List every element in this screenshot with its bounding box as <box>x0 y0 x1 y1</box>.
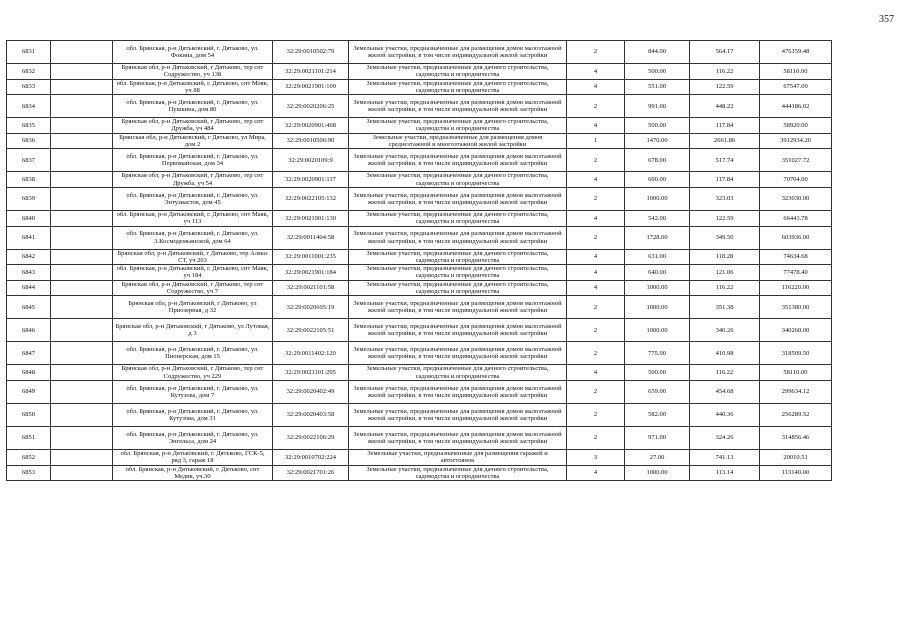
cadastral-number-cell: 32:29:0011404:58 <box>273 226 349 249</box>
table-row <box>7 319 832 342</box>
row-number-cell: 6848 <box>7 365 51 381</box>
table-row <box>7 172 832 188</box>
use-group-cell: 4 <box>567 465 625 481</box>
area-cell: 551.00 <box>625 79 690 95</box>
land-use-cell: Земельные участки, предназначенные для размещения домов среднеэтажной и многоэтажной жилой застройки <box>349 133 567 149</box>
area-cell: 500.00 <box>625 118 690 134</box>
area-cell: 582.00 <box>625 403 690 426</box>
row-number-cell: 6842 <box>7 249 51 265</box>
specific-value-cell: 324.26 <box>690 426 760 449</box>
cadastral-number-cell: 32:29:0020403:58 <box>273 403 349 426</box>
use-group-cell: 2 <box>567 41 625 64</box>
cadastral-value-cell: 351380.00 <box>760 296 832 319</box>
row-number-cell: 6838 <box>7 172 51 188</box>
specific-value-cell: 741.13 <box>690 449 760 465</box>
specific-value-cell: 116.22 <box>690 365 760 381</box>
land-use-cell: Земельные участки, предназначенные для размещения гаражей и автостоянок <box>349 449 567 465</box>
land-use-cell: Земельные участки, предназначенные для размещения домов малоэтажной жилой застройки, в том числе индивидуальной жилой застройки <box>349 41 567 64</box>
cadastral-number-cell: 32:29:0021101:58 <box>273 280 349 296</box>
address-cell: Брянская обл, р-н Дятьковский, г Дятьково, тер снт Содружество, уч 138 <box>113 64 273 80</box>
address-cell: обл. Брянская, р-н Дятьковский, г. Дятьково, ул. Первомайская, дом 34 <box>113 149 273 172</box>
cadastral-number-cell: 32:29:0022105:51 <box>273 319 349 342</box>
use-group-cell: 3 <box>567 449 625 465</box>
table-row <box>7 95 832 118</box>
empty-cell <box>51 280 113 296</box>
empty-cell <box>51 41 113 64</box>
area-cell: 1470.00 <box>625 133 690 149</box>
land-use-cell: Земельные участки, предназначенные для размещения домов малоэтажной жилой застройки, в том числе индивидуальной жилой застройки <box>349 187 567 210</box>
row-number-cell: 6835 <box>7 118 51 134</box>
use-group-cell: 2 <box>567 342 625 365</box>
use-group-cell: 4 <box>567 118 625 134</box>
address-cell: Брянская обл, р-н Дятьковский, г Дятьково, ул Приозерная, д 32 <box>113 296 273 319</box>
row-number-cell: 6845 <box>7 296 51 319</box>
cadastral-value-cell: 444186.02 <box>760 95 832 118</box>
address-cell: обл. Брянская, р-н Дятьковский, г. Дятьково, ул. Фокина, дом 54 <box>113 41 273 64</box>
row-number-cell: 6847 <box>7 342 51 365</box>
cadastral-value-cell: 351027.72 <box>760 149 832 172</box>
use-group-cell: 1 <box>567 133 625 149</box>
empty-cell <box>51 319 113 342</box>
empty-cell <box>51 449 113 465</box>
table-row <box>7 365 832 381</box>
land-use-cell: Земельные участки, предназначенные для размещения домов малоэтажной жилой застройки, в том числе индивидуальной жилой застройки <box>349 342 567 365</box>
cadastral-number-cell: 32:29:0020206:25 <box>273 95 349 118</box>
use-group-cell: 4 <box>567 79 625 95</box>
address-cell: обл. Брянская, р-н Дятьковский, г. Дятьково, ул. Кутузова, дом 7 <box>113 380 273 403</box>
table-row <box>7 226 832 249</box>
cadastral-value-cell: 113140.00 <box>760 465 832 481</box>
land-use-cell: Земельные участки, предназначенные для дачного строительства, садоводства и огородничества <box>349 280 567 296</box>
area-cell: 500.00 <box>625 365 690 381</box>
table-row <box>7 449 832 465</box>
land-use-cell: Земельные участки, предназначенные для размещения домов малоэтажной жилой застройки, в том числе индивидуальной жилой застройки <box>349 380 567 403</box>
specific-value-cell: 564.17 <box>690 41 760 64</box>
use-group-cell: 4 <box>567 249 625 265</box>
cadastral-value-cell: 20010.51 <box>760 449 832 465</box>
land-use-cell: Земельные участки, предназначенные для дачного строительства, садоводства и огородничества <box>349 64 567 80</box>
cadastral-value-cell: 3912934.20 <box>760 133 832 149</box>
empty-cell <box>51 226 113 249</box>
land-use-cell: Земельные участки, предназначенные для размещения домов малоэтажной жилой застройки, в том числе индивидуальной жилой застройки <box>349 226 567 249</box>
cadastral-value-cell: 67547.09 <box>760 79 832 95</box>
area-cell: 844.00 <box>625 41 690 64</box>
table-row <box>7 342 832 365</box>
cadastral-number-cell: 32:29:0022106:29 <box>273 426 349 449</box>
use-group-cell: 4 <box>567 64 625 80</box>
address-cell: обл. Брянская, р-н Дятьковский, г. Дятьково, ул. Энтузиастов, дом 45 <box>113 187 273 210</box>
specific-value-cell: 116.22 <box>690 64 760 80</box>
area-cell: 631.00 <box>625 249 690 265</box>
specific-value-cell: 454.68 <box>690 380 760 403</box>
address-cell: обл. Брянская, р-н Дятьковский, г. Дятьково, ул. Пушкина, дом 80 <box>113 95 273 118</box>
row-number-cell: 6837 <box>7 149 51 172</box>
use-group-cell: 2 <box>567 296 625 319</box>
specific-value-cell: 517.74 <box>690 149 760 172</box>
empty-cell <box>51 149 113 172</box>
row-number-cell: 6849 <box>7 380 51 403</box>
table-row <box>7 187 832 210</box>
table-row <box>7 403 832 426</box>
cadastral-number-cell: 32:29:0010702:224 <box>273 449 349 465</box>
use-group-cell: 2 <box>567 226 625 249</box>
area-cell: 1000.00 <box>625 296 690 319</box>
empty-cell <box>51 296 113 319</box>
use-group-cell: 4 <box>567 365 625 381</box>
cadastral-value-cell: 476159.48 <box>760 41 832 64</box>
empty-cell <box>51 95 113 118</box>
land-use-cell: Земельные участки, предназначенные для дачного строительства, садоводства и огородничества <box>349 118 567 134</box>
specific-value-cell: 2661.86 <box>690 133 760 149</box>
cadastral-value-cell: 318509.50 <box>760 342 832 365</box>
area-cell: 1000.00 <box>625 280 690 296</box>
table-row <box>7 41 832 64</box>
specific-value-cell: 349.50 <box>690 226 760 249</box>
empty-cell <box>51 118 113 134</box>
use-group-cell: 2 <box>567 95 625 118</box>
empty-cell <box>51 187 113 210</box>
cadastral-number-cell: 32:29:0011402:120 <box>273 342 349 365</box>
specific-value-cell: 121.06 <box>690 265 760 281</box>
land-use-cell: Земельные участки, предназначенные для размещения домов малоэтажной жилой застройки, в том числе индивидуальной жилой застройки <box>349 149 567 172</box>
empty-cell <box>51 172 113 188</box>
row-number-cell: 6832 <box>7 64 51 80</box>
specific-value-cell: 410.98 <box>690 342 760 365</box>
empty-cell <box>51 465 113 481</box>
row-number-cell: 6839 <box>7 187 51 210</box>
cadastral-number-cell: 32:29:0021101:295 <box>273 365 349 381</box>
area-cell: 1000.00 <box>625 465 690 481</box>
cadastral-number-cell: 32:29:0010502:79 <box>273 41 349 64</box>
cadastral-number-cell: 32:29:0022105:132 <box>273 187 349 210</box>
land-use-cell: Земельные участки, предназначенные для размещения домов малоэтажной жилой застройки, в том числе индивидуальной жилой застройки <box>349 426 567 449</box>
address-cell: обл. Брянская, р-н Дятьковский, г. Дятьково, ул. Пионерская, дом 15 <box>113 342 273 365</box>
land-use-cell: Земельные участки, предназначенные для дачного строительства, садоводства и огородничества <box>349 365 567 381</box>
row-number-cell: 6851 <box>7 426 51 449</box>
table-row <box>7 249 832 265</box>
empty-cell <box>51 342 113 365</box>
specific-value-cell: 117.84 <box>690 118 760 134</box>
cadastral-value-cell: 77478.40 <box>760 265 832 281</box>
use-group-cell: 4 <box>567 172 625 188</box>
land-use-cell: Земельные участки, предназначенные для дачного строительства, садоводства и огородничества <box>349 172 567 188</box>
specific-value-cell: 122.59 <box>690 210 760 226</box>
land-use-cell: Земельные участки, предназначенные для дачного строительства, садоводства и огородничества <box>349 249 567 265</box>
address-cell: Брянская обл, р-н Дятьковский, г Дятьково, ул Мира, дом 2 <box>113 133 273 149</box>
land-use-cell: Земельные участки, предназначенные для размещения домов малоэтажной жилой застройки, в том числе индивидуальной жилой застройки <box>349 95 567 118</box>
cadastral-number-cell: 32:29:0021901:184 <box>273 265 349 281</box>
use-group-cell: 2 <box>567 319 625 342</box>
cadastral-number-cell: 32:29:0021901:130 <box>273 210 349 226</box>
cadastral-number-cell: 32:29:0020605:19 <box>273 296 349 319</box>
row-number-cell: 6840 <box>7 210 51 226</box>
address-cell: Брянская обл, р-н Дятьковский, г Дятьково, тер Алмаз СТ, уч 203 <box>113 249 273 265</box>
cadastral-value-table <box>6 40 832 481</box>
row-number-cell: 6831 <box>7 41 51 64</box>
land-use-cell: Земельные участки, предназначенные для дачного строительства, садоводства и огородничества <box>349 465 567 481</box>
empty-cell <box>51 79 113 95</box>
table-row <box>7 133 832 149</box>
address-cell: обл. Брянская, р-н Дятьковский, г. Дятьково, ул. 3.Космодемьянской, дом 64 <box>113 226 273 249</box>
cadastral-number-cell: 32:29:0011001:235 <box>273 249 349 265</box>
area-cell: 775.00 <box>625 342 690 365</box>
use-group-cell: 2 <box>567 380 625 403</box>
row-number-cell: 6836 <box>7 133 51 149</box>
specific-value-cell: 440.36 <box>690 403 760 426</box>
land-use-cell: Земельные участки, предназначенные для дачного строительства, садоводства и огородничества <box>349 79 567 95</box>
address-cell: Брянская обл, р-н Дятьковский, г Дятьково, ул Лутовая, д 3 <box>113 319 273 342</box>
area-cell: 1000.00 <box>625 187 690 210</box>
empty-cell <box>51 265 113 281</box>
table-row <box>7 265 832 281</box>
address-cell: Брянская обл, р-н Дятьковский, г Дятьково, тер снт Дружба, уч 484 <box>113 118 273 134</box>
cadastral-value-cell: 256289.52 <box>760 403 832 426</box>
cadastral-number-cell: 32:29:0020109:9 <box>273 149 349 172</box>
cadastral-value-cell: 70704.00 <box>760 172 832 188</box>
cadastral-value-cell: 299634.12 <box>760 380 832 403</box>
land-use-cell: Земельные участки, предназначенные для размещения домов малоэтажной жилой застройки, в том числе индивидуальной жилой застройки <box>349 403 567 426</box>
area-cell: 640.00 <box>625 265 690 281</box>
area-cell: 600.00 <box>625 172 690 188</box>
land-use-cell: Земельные участки, предназначенные для размещения домов малоэтажной жилой застройки, в том числе индивидуальной жилой застройки <box>349 296 567 319</box>
area-cell: 500.00 <box>625 64 690 80</box>
area-cell: 542.00 <box>625 210 690 226</box>
use-group-cell: 2 <box>567 403 625 426</box>
area-cell: 1000.00 <box>625 319 690 342</box>
cadastral-value-cell: 603936.00 <box>760 226 832 249</box>
cadastral-number-cell: 32:29:0020901:117 <box>273 172 349 188</box>
address-cell: обл. Брянская, р-н Дятьковский, г. Дятьково, ГСК-5, ряд 3, гараж 18 <box>113 449 273 465</box>
specific-value-cell: 448.22 <box>690 95 760 118</box>
empty-cell <box>51 403 113 426</box>
specific-value-cell: 117.84 <box>690 172 760 188</box>
specific-value-cell: 351.38 <box>690 296 760 319</box>
cadastral-value-cell: 58110.00 <box>760 365 832 381</box>
table-row <box>7 280 832 296</box>
area-cell: 991.00 <box>625 95 690 118</box>
address-cell: Брянская обл, р-н Дятьковский, г Дятьково, тер снт Дружба, уч 54 <box>113 172 273 188</box>
row-number-cell: 6843 <box>7 265 51 281</box>
specific-value-cell: 122.59 <box>690 79 760 95</box>
specific-value-cell: 116.22 <box>690 280 760 296</box>
address-cell: обл. Брянская, р-н Дятьковский, г. Дятьково, снт Мояк, уч 88 <box>113 79 273 95</box>
cadastral-value-cell: 66443.78 <box>760 210 832 226</box>
specific-value-cell: 118.28 <box>690 249 760 265</box>
table-row <box>7 296 832 319</box>
row-number-cell: 6850 <box>7 403 51 426</box>
area-cell: 659.00 <box>625 380 690 403</box>
cadastral-value-cell: 116220.00 <box>760 280 832 296</box>
empty-cell <box>51 249 113 265</box>
use-group-cell: 4 <box>567 280 625 296</box>
address-cell: Брянская обл, р-н Дятьковский, г Дятьково, тер снт Содружество, уч 7 <box>113 280 273 296</box>
area-cell: 27.00 <box>625 449 690 465</box>
empty-cell <box>51 365 113 381</box>
cadastral-number-cell: 32:29:0020901:468 <box>273 118 349 134</box>
cadastral-number-cell: 32:29:0021901:109 <box>273 79 349 95</box>
use-group-cell: 2 <box>567 426 625 449</box>
page-number: 357 <box>879 14 894 25</box>
specific-value-cell: 323.03 <box>690 187 760 210</box>
cadastral-value-cell: 58110.00 <box>760 64 832 80</box>
specific-value-cell: 340.26 <box>690 319 760 342</box>
use-group-cell: 2 <box>567 187 625 210</box>
address-cell: обл. Брянская, р-н Дятьковский, г. Дятьково, снт Маяк, уч 113 <box>113 210 273 226</box>
row-number-cell: 6833 <box>7 79 51 95</box>
address-cell: обл. Брянская, р-н Дятьковский, г. Дятьково, снт Медик, уч.30 <box>113 465 273 481</box>
cadastral-value-cell: 58920.00 <box>760 118 832 134</box>
table-row <box>7 118 832 134</box>
area-cell: 971.00 <box>625 426 690 449</box>
land-use-cell: Земельные участки, предназначенные для дачного строительства, садоводства и огородничества <box>349 265 567 281</box>
table-row <box>7 426 832 449</box>
table-row <box>7 64 832 80</box>
cadastral-number-cell: 32:29:0021101:214 <box>273 64 349 80</box>
row-number-cell: 6846 <box>7 319 51 342</box>
area-cell: 1728.00 <box>625 226 690 249</box>
cadastral-value-cell: 340260.00 <box>760 319 832 342</box>
cadastral-value-cell: 314856.46 <box>760 426 832 449</box>
address-cell: обл. Брянская, р-н Дятьковский, г. Дятьково, ул. Кутузова, дом 31 <box>113 403 273 426</box>
cadastral-value-cell: 74634.68 <box>760 249 832 265</box>
table-row <box>7 149 832 172</box>
row-number-cell: 6834 <box>7 95 51 118</box>
use-group-cell: 2 <box>567 149 625 172</box>
table-row <box>7 465 832 481</box>
cadastral-number-cell: 32:29:0021701:26 <box>273 465 349 481</box>
row-number-cell: 6853 <box>7 465 51 481</box>
row-number-cell: 6852 <box>7 449 51 465</box>
row-number-cell: 6844 <box>7 280 51 296</box>
table-row <box>7 380 832 403</box>
empty-cell <box>51 210 113 226</box>
specific-value-cell: 113.14 <box>690 465 760 481</box>
empty-cell <box>51 64 113 80</box>
use-group-cell: 4 <box>567 265 625 281</box>
cadastral-value-cell: 323030.00 <box>760 187 832 210</box>
address-cell: Брянская обл, р-н Дятьковский, г Дятьково, тер снт Содружество, уч 229 <box>113 365 273 381</box>
empty-cell <box>51 426 113 449</box>
area-cell: 678.00 <box>625 149 690 172</box>
table-row <box>7 79 832 95</box>
address-cell: обл. Брянская, р-н Дятьковский, г. Дятьково, снт Маяк, уч 184 <box>113 265 273 281</box>
land-use-cell: Земельные участки, предназначенные для дачного строительства, садоводства и огородничества <box>349 210 567 226</box>
empty-cell <box>51 380 113 403</box>
cadastral-number-cell: 32:29:0020402:49 <box>273 380 349 403</box>
cadastral-number-cell: 32:29:0010506:90 <box>273 133 349 149</box>
land-use-cell: Земельные участки, предназначенные для размещения домов малоэтажной жилой застройки, в том числе индивидуальной жилой застройки <box>349 319 567 342</box>
row-number-cell: 6841 <box>7 226 51 249</box>
table-row <box>7 210 832 226</box>
empty-cell <box>51 133 113 149</box>
use-group-cell: 4 <box>567 210 625 226</box>
address-cell: обл. Брянская, р-н Дятьковский, г. Дятьково, ул. Энгельса, дом 24 <box>113 426 273 449</box>
